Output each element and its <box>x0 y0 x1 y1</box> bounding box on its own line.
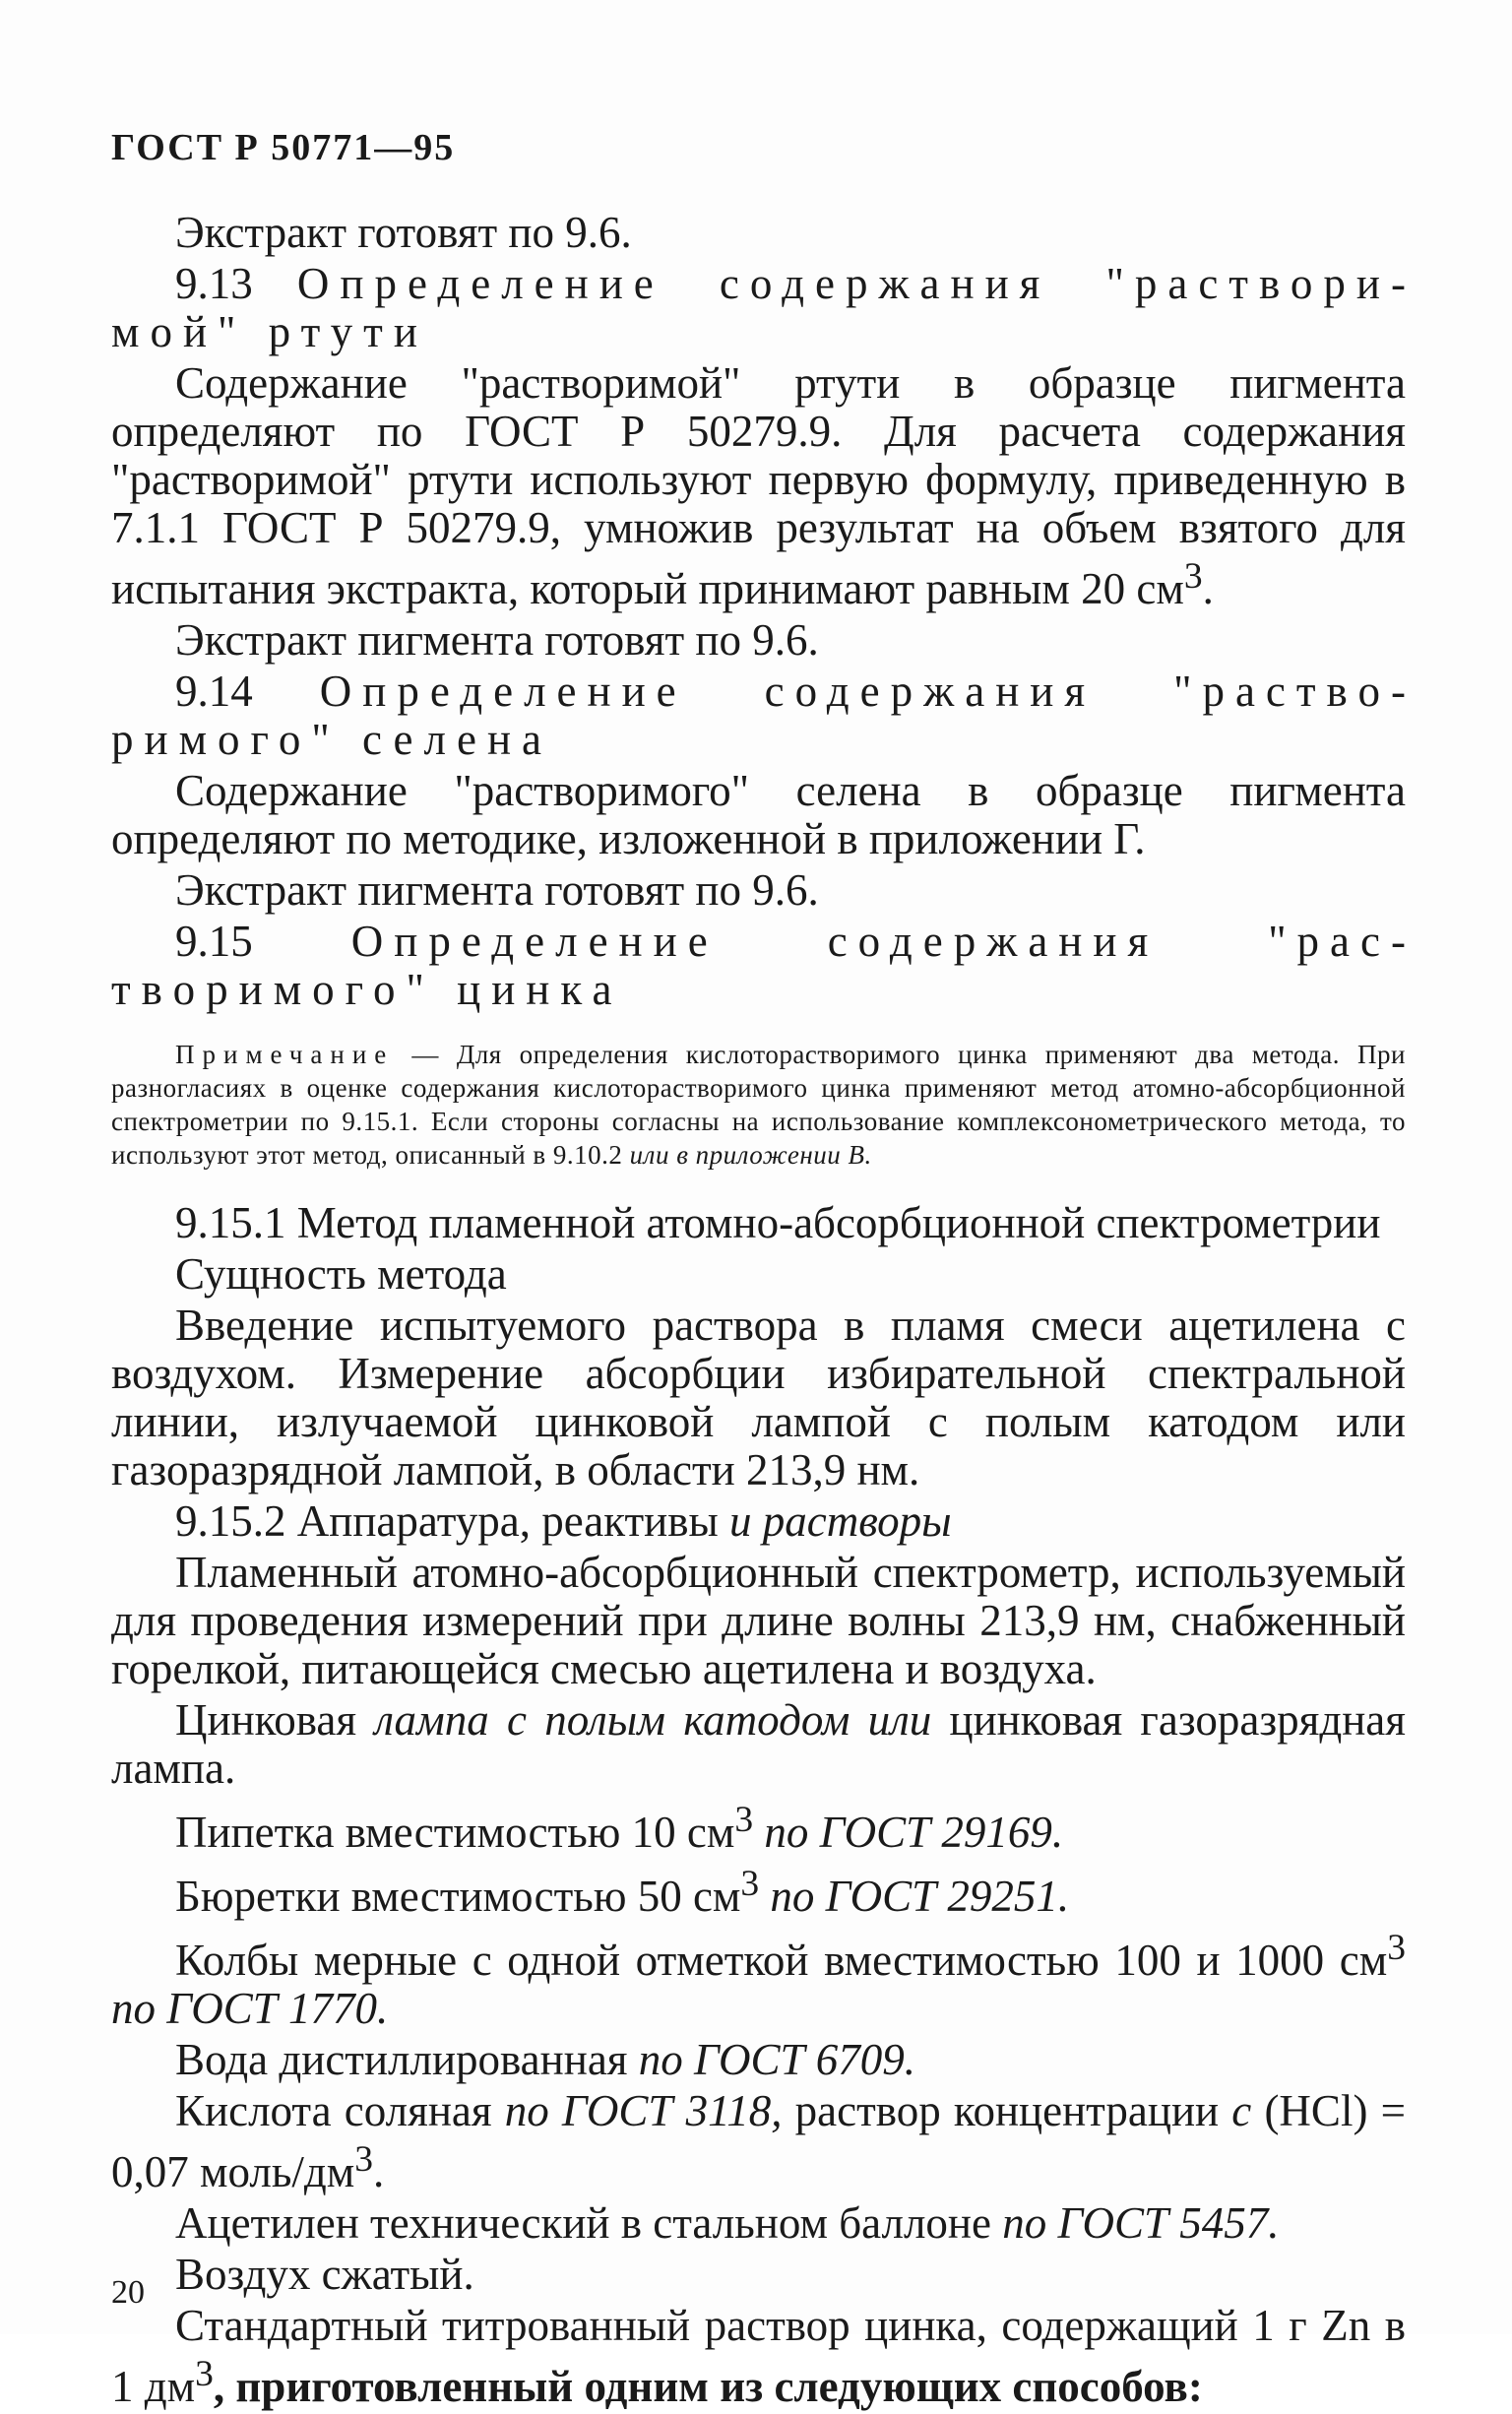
page-header: ГОСТ Р 50771—95 <box>111 127 456 168</box>
page-content <box>111 209 1406 2414</box>
list-item: Воздух сжатый. <box>175 2250 474 2299</box>
paragraph: Содержание "растворимой" ртути в образце пигмента определяют по ГОСТ Р 50279.9. Для расчета содержания "растворимой" ртути используют первую формулу, приведенную в 7.1.1 ГОСТ Р 50279.9, умножив результат на объем взятого для испытания экстракта, который принимают равным 20 $см^3$. <box>111 358 1406 613</box>
section-heading-9-13: 9.13 Определение содержания "растворимой" ртути <box>111 259 1406 356</box>
list-item: Колбы мерные с одной отметкой вместимостью 100 и 1000 $см^3$ по ГОСТ 1770. <box>111 1928 1406 2033</box>
list-item: Цинковая лампа с полым катодом или цинковая газоразрядная лампа. <box>111 1695 1406 1793</box>
list-item: Вода дистиллированная по ГОСТ 6709. <box>175 2035 916 2084</box>
paragraph: Содержание "растворимого" селена в образце пигмента определяют по методике, изложенной в приложении Г. <box>111 766 1406 863</box>
section-heading-9-15-1: 9.15.1 Метод пламенной атомно-абсорбционной спектрометрии <box>175 1198 1381 1247</box>
paragraph: Экстракт пигмента готовят по 9.6. <box>175 865 819 915</box>
section-heading-9-15-2: 9.15.2 Аппаратура, реактивы и растворы <box>175 1496 952 1546</box>
subheading: Сущность метода <box>175 1249 507 1299</box>
list-item: Бюретки вместимостью 50 $см^3$ по ГОСТ 29251. <box>175 1864 1070 1921</box>
page-number: 20 <box>111 2274 145 2311</box>
note: Примечание — Для определения кислоторастворимого цинка применяют два метода. При разногласиях в оценке содержания кислоторастворимого цинка применяют метод атомно-абсорбционной спектрометрии по 9.15.1. Если стороны согласны на использование комплексонометрического метода, то используют этот метод, описанный в 9.10.2 или в приложении В. <box>111 1040 1406 1170</box>
list-item: Пламенный атомно-абсорбционный спектрометр, используемый для проведения измерений при длине волны 213,9 нм, снабженный горелкой, питающейся смесью ацетилена и воздуха. <box>111 1548 1406 1693</box>
section-heading-9-15: 9.15 Определение содержания "растворимого" цинка <box>111 917 1407 1014</box>
paragraph: Экстракт пигмента готовят по 9.6. <box>175 615 819 665</box>
paragraph: Введение испытуемого раствора в пламя смеси ацетилена с воздухом. Измерение абсорбции избирательной спектральной линии, излучаемой цинковой лампой с полым катодом или газоразрядной лампой, в области 213,9 нм. <box>111 1301 1406 1494</box>
list-item: Ацетилен технический в стальном баллоне по ГОСТ 5457. <box>175 2198 1280 2248</box>
paragraph: Экстракт готовят по 9.6. <box>175 208 632 257</box>
list-item: Пипетка вместимостью 10 $см^3$ по ГОСТ 29169. <box>175 1800 1064 1857</box>
section-heading-9-14: 9.14 Определение содержания "растворимого" селена <box>111 667 1406 764</box>
paragraph: Стандартный титрованный раствор цинка, содержащий 1 г Zn в 1 $дм^3$, приготовленный одним из следующих способов: <box>111 2301 1406 2411</box>
list-item: Кислота соляная по ГОСТ 3118, раствор концентрации с (НСl) = 0,07 моль/$дм^3$. <box>111 2086 1406 2196</box>
